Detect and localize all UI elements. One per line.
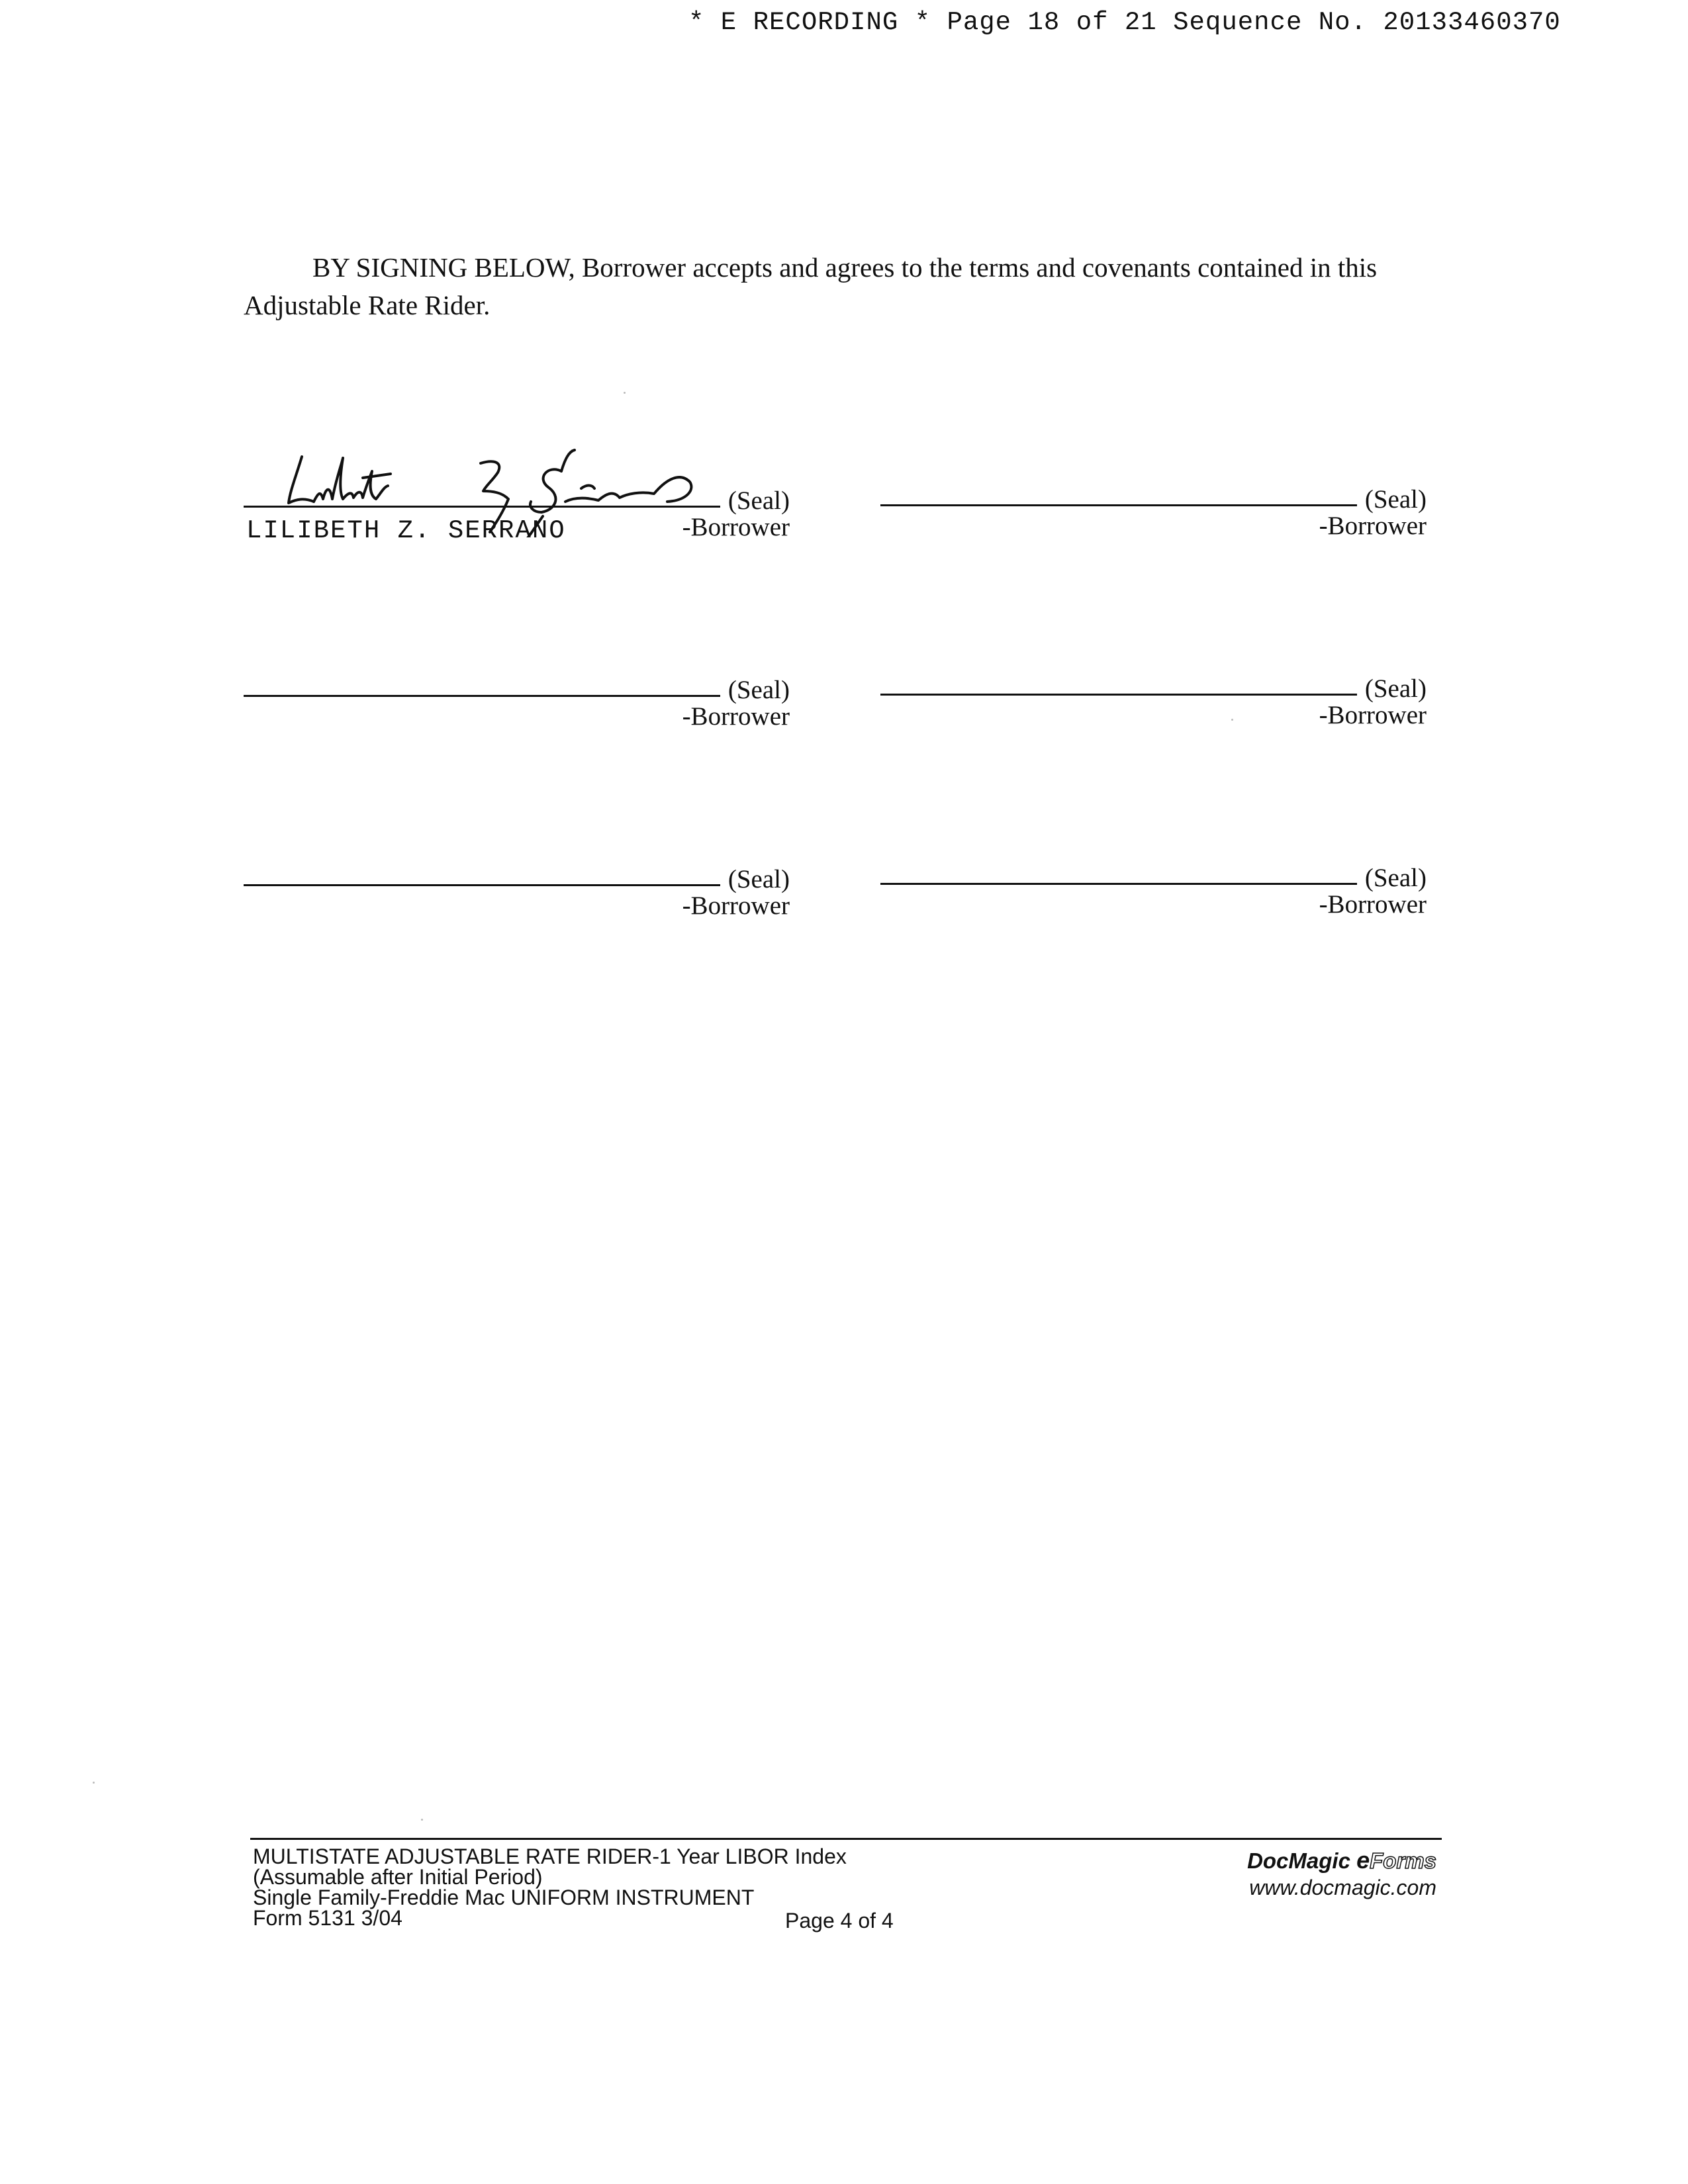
form-instrument: Single Family-Freddie Mac UNIFORM INSTRUMENT (253, 1886, 755, 1909)
signature-block-6 (880, 848, 1427, 921)
signature-line (244, 695, 720, 697)
form-identification (253, 1846, 847, 1929)
signature-line (880, 883, 1357, 885)
signature-line (880, 504, 1357, 506)
signature-block-3 (244, 660, 790, 733)
signature-block-4 (880, 659, 1427, 732)
borrower-role-label: -Borrower (682, 513, 790, 541)
brand-url: www.docmagic.com (1249, 1876, 1436, 1899)
statement-line-2: Adjustable Rate Rider. (244, 290, 491, 320)
brand-name (1247, 1846, 1436, 1874)
borrower-name: LILIBETH Z. SERRANO (246, 516, 566, 545)
scan-speck (93, 1782, 95, 1784)
signature-block-2 (880, 470, 1427, 543)
brand-docmagic: DocMagic (1247, 1848, 1350, 1873)
seal-label: (Seal) (727, 486, 790, 515)
form-title: MULTISTATE ADJUSTABLE RATE RIDER-1 Year LIBOR Index (253, 1844, 847, 1868)
signature-line (244, 506, 720, 508)
form-number: Form 5131 3/04 (253, 1906, 402, 1930)
recording-header: * E RECORDING * Page 18 of 21 Sequence No. 20133460370 (688, 8, 1561, 37)
form-subtitle: (Assumable after Initial Period) (253, 1865, 543, 1889)
page-number: Page 4 of 4 (785, 1909, 894, 1933)
seal-label: (Seal) (727, 676, 790, 704)
statement-line-1: BY SIGNING BELOW, Borrower accepts and agrees to the terms and covenants contained in this (312, 252, 1378, 283)
borrower-role-label: -Borrower (1319, 512, 1427, 540)
scan-speck (421, 1819, 423, 1821)
signature-block-1 (244, 471, 790, 544)
borrower-role-label: -Borrower (1319, 890, 1427, 919)
signature-line (244, 884, 720, 886)
borrower-role-label: -Borrower (1319, 701, 1427, 729)
brand-forms: Forms (1370, 1848, 1436, 1873)
signature-statement (244, 249, 1435, 324)
docmagic-logo (1247, 1846, 1436, 1900)
footer-rule (250, 1838, 1442, 1840)
seal-label: (Seal) (1364, 674, 1427, 703)
borrower-role-label: -Borrower (682, 891, 790, 920)
brand-e-mark: e (1356, 1846, 1370, 1874)
borrower-role-label: -Borrower (682, 702, 790, 731)
seal-label: (Seal) (1364, 485, 1427, 514)
signature-line (880, 694, 1357, 696)
seal-label: (Seal) (727, 865, 790, 893)
scan-speck (624, 392, 626, 394)
seal-label: (Seal) (1364, 864, 1427, 892)
scan-speck (1231, 719, 1233, 721)
signature-block-5 (244, 850, 790, 923)
